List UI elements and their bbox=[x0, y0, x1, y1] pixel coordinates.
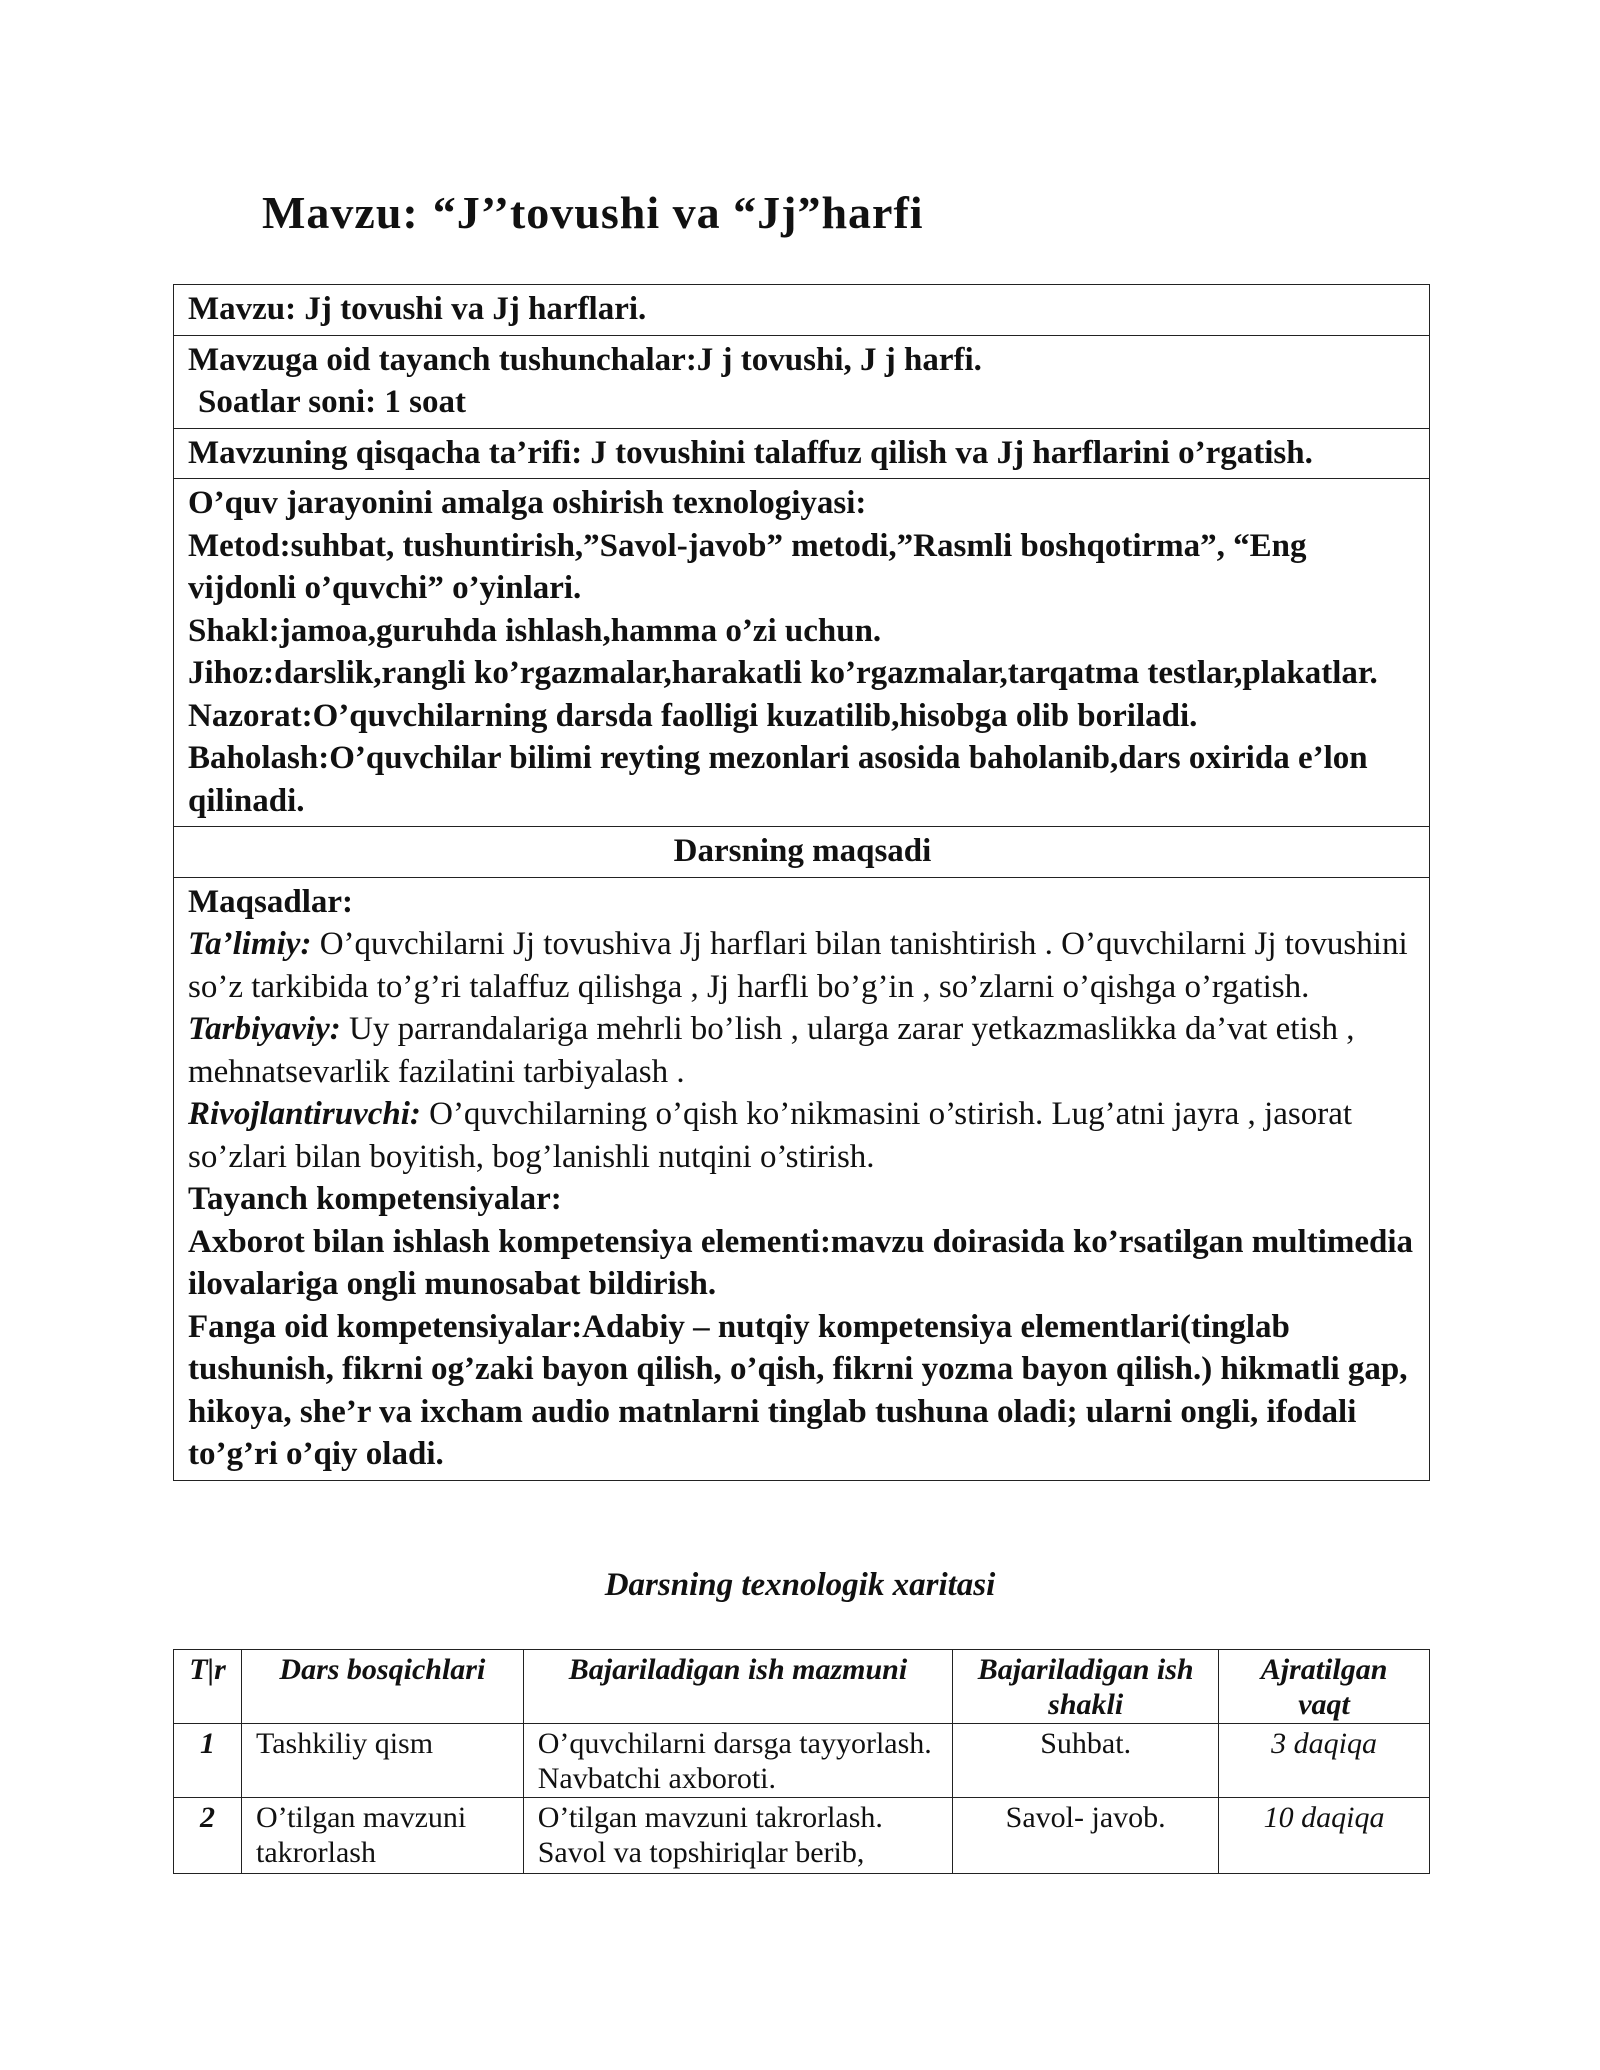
description-text: Mavzuning qisqacha ta’rifi: J tovushini talaffuz qilish va Jj harflarini o’rgatish. bbox=[188, 434, 1313, 471]
header-number: T|r bbox=[174, 1650, 242, 1724]
developmental-text: O’quvchilarning o’qish ko’nikmasini o’stirish. Lug’atni jayra , jasorat so’zlari bilan boyitish, bog’lanishli nutqini o’stirish. bbox=[188, 1096, 1353, 1175]
assessment-text: Baholash:O’quvchilar bilimi reyting mezonlari asosida baholanib,dars oxirida e’lon qilinadi. bbox=[188, 740, 1368, 819]
lesson-info-box bbox=[173, 284, 1430, 1481]
row-form: Suhbat. bbox=[953, 1724, 1219, 1798]
technology-heading: O’quv jarayonini amalga oshirish texnologiyasi: bbox=[188, 485, 867, 521]
educational-goal bbox=[188, 923, 1417, 1008]
table-row bbox=[174, 1798, 1430, 1874]
goal-heading: Darsning maqsadi bbox=[673, 833, 932, 869]
page-title bbox=[262, 186, 924, 239]
goals-heading: Maqsadlar: bbox=[188, 883, 353, 920]
educational-text: O’quvchilarni Jj tovushiva Jj harflari bilan tanishtirish . O’quvchilarni Jj tovushini so’z tarkibida to’g’ri talaffuz qilishga , Jj harfli bo’g’in , so’zlarni o’qishga o’rgatish. bbox=[188, 926, 1408, 1005]
goals-cell bbox=[174, 878, 1429, 1480]
row-number: 2 bbox=[174, 1798, 242, 1874]
info-competency: Axborot bilan ishlash kompetensiya elementi:mavzu doirasida ko’rsatilgan multimedia ilovalariga ongli munosabat bildirish. bbox=[188, 1223, 1414, 1302]
header-content: Bajariladigan ish mazmuni bbox=[523, 1650, 953, 1724]
form-text: Shakl:jamoa,guruhda ishlash,hamma o’zi uchun. bbox=[188, 612, 882, 649]
competencies-heading: Tayanch kompetensiyalar: bbox=[188, 1181, 562, 1217]
row-time: 3 daqiqa bbox=[1219, 1724, 1430, 1798]
upbringing-goal bbox=[188, 1008, 1417, 1093]
header-time: Ajratilgan vaqt bbox=[1219, 1650, 1430, 1724]
tech-map-table bbox=[173, 1649, 1430, 1874]
row-time: 10 daqiqa bbox=[1219, 1798, 1430, 1874]
topic-cell bbox=[174, 285, 1429, 336]
developmental-label: Rivojlantiruvchi: bbox=[188, 1096, 421, 1132]
method-text: Metod:suhbat, tushuntirish,”Savol-javob” metodi,”Rasmli boshqotirma”, “Eng vijdonli o’quvchi” o’yinlari. bbox=[188, 527, 1307, 606]
topic-text: Mavzu: Jj tovushi va Jj harflari. bbox=[188, 291, 647, 327]
equipment-text: Jihoz:darslik,rangli ko’rgazmalar,harakatli ko’rgazmalar,tarqatma testlar,plakatlar. bbox=[188, 655, 1378, 691]
tech-map-title: Darsning texnologik xaritasi bbox=[604, 1567, 996, 1603]
goal-heading-cell bbox=[174, 827, 1429, 878]
hours-text: Soatlar soni: 1 soat bbox=[198, 384, 466, 420]
developmental-goal bbox=[188, 1093, 1417, 1178]
header-stages: Dars bosqichlari bbox=[241, 1650, 523, 1724]
title-lead: Mavzu: bbox=[262, 187, 419, 238]
header-form: Bajariladigan ish shakli bbox=[953, 1650, 1219, 1724]
upbringing-text: Uy parrandalariga mehrli bo’lish , ularga zarar yetkazmaslikka da’vat etish , mehnatsevarlik fazilatini tarbiyalash . bbox=[188, 1011, 1355, 1090]
technology-cell bbox=[174, 479, 1429, 827]
row-stage: O’tilgan mavzuni takrorlash bbox=[241, 1798, 523, 1874]
row-number: 1 bbox=[174, 1724, 242, 1798]
table-row bbox=[174, 1724, 1430, 1798]
row-form: Savol- javob. bbox=[953, 1798, 1219, 1874]
row-content-text: O’tilgan mavzuni takrorlash. Savol va topshiriqlar berib, bbox=[537, 1801, 883, 1869]
control-text: Nazorat:O’quvchilarning darsda faolligi kuzatilib,hisobga olib boriladi. bbox=[188, 697, 1198, 734]
key-concepts-text: Mavzuga oid tayanch tushunchalar:J j tovushi, J j harfi. bbox=[188, 341, 982, 378]
key-concepts-cell bbox=[174, 336, 1429, 429]
tech-map-header-row bbox=[174, 1650, 1430, 1724]
title-text: “J’’tovushi va “Jj”harfi bbox=[432, 187, 924, 238]
row-content bbox=[523, 1798, 953, 1874]
row-content: O’quvchilarni darsga tayyorlash. Navbatchi axboroti. bbox=[523, 1724, 953, 1798]
subject-competency: Fanga oid kompetensiyalar:Adabiy – nutqiy kompetensiya elementlari(tinglab tushunish, fikrni og’zaki bayon qilish, o’qish, fikrni yozma bayon qilish.) hikmatli gap, hikoya, she’r va ixcham audio matnlarni tinglab tushuna oladi; ularni ongli, ifodali to’g’ri o’qiy oladi. bbox=[188, 1308, 1408, 1472]
educational-label: Ta’limiy: bbox=[188, 926, 312, 962]
row-stage: Tashkiliy qism bbox=[241, 1724, 523, 1798]
description-cell bbox=[174, 429, 1429, 480]
upbringing-label: Tarbiyaviy: bbox=[188, 1011, 341, 1047]
